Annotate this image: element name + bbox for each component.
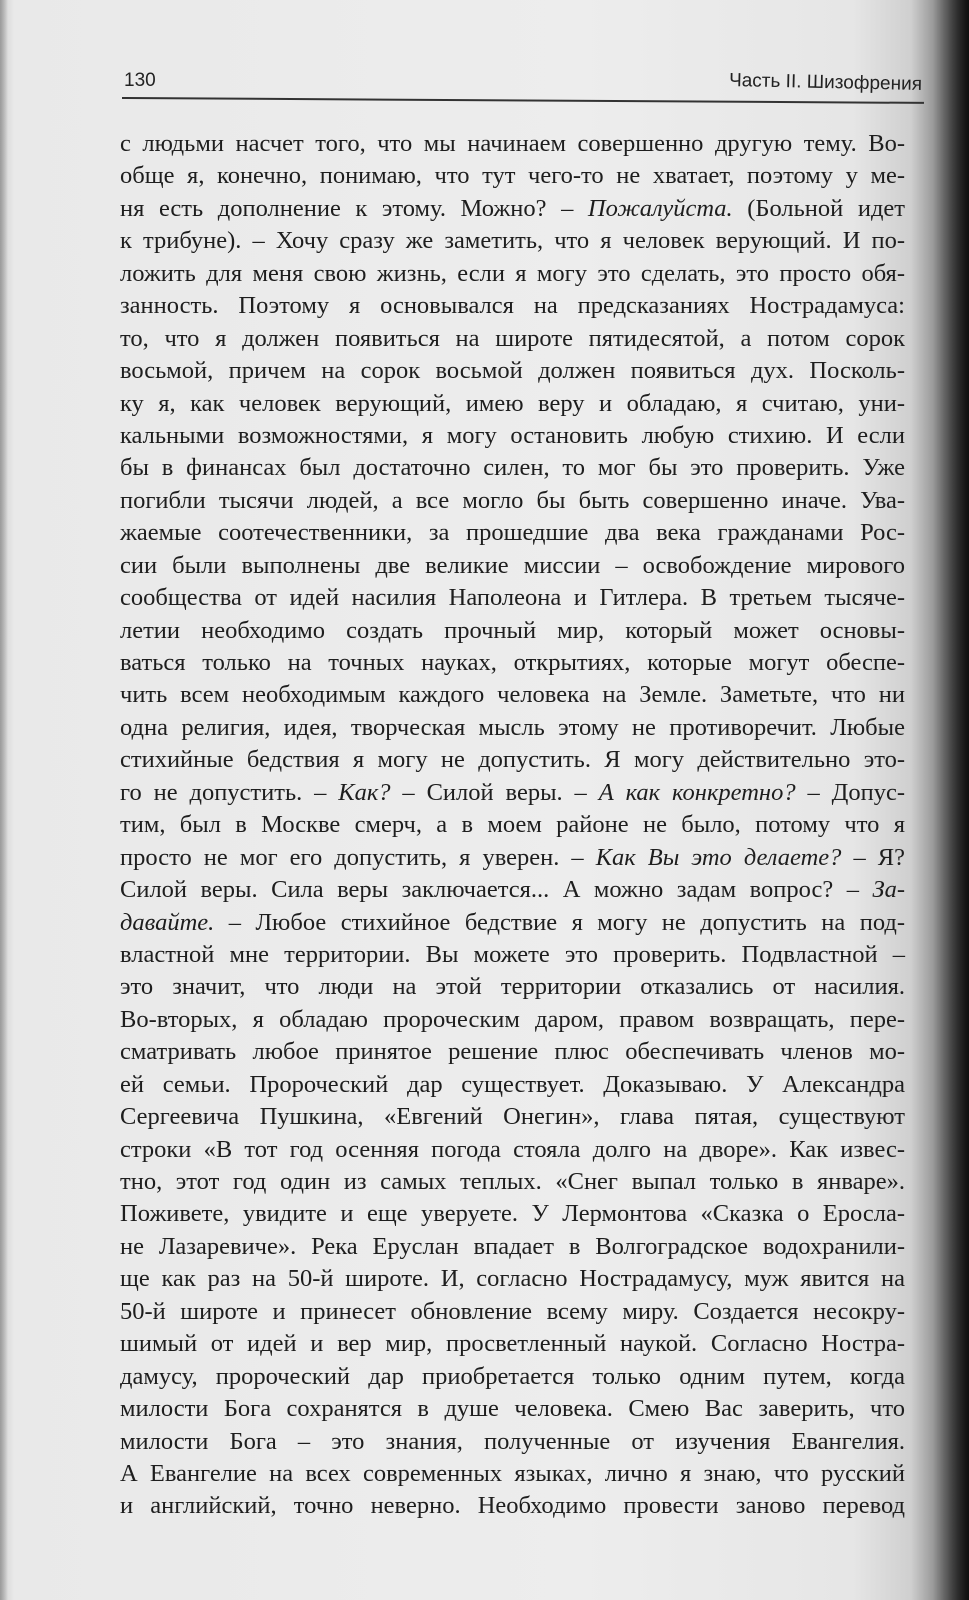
text-segment: – Я?: [841, 843, 905, 871]
text-line: [120, 615, 905, 647]
text-segment: бы в финансах был достаточно силен, то мог бы это проверить. Уже: [120, 454, 905, 482]
text-segment: шимый от идей и вер мир, просветленный наукой. Согласно Нострa-: [120, 1330, 905, 1358]
text-segment: Поживете, увидите и еще уверуете. У Лермонтова «Сказка о Еросла-: [120, 1200, 905, 1228]
page-header: [122, 64, 922, 100]
text-segment: не Лазаревиче». Река Еруслан впадает в Волгоградское водохранили-: [120, 1232, 905, 1260]
text-segment: сии были выполнены две великие миссии – освобождение мирового: [120, 551, 905, 579]
italic-text-segment: Как?: [338, 778, 391, 806]
text-segment: Сергеевича Пушкина, «Евгений Онегин», глава пятая, существуют: [120, 1103, 905, 1131]
text-segment: просто не мог его допустить, я уверен. –: [120, 843, 596, 871]
text-segment: ложить для меня свою жизнь, если я могу это сделать, это просто обя-: [120, 259, 905, 287]
text-line: [120, 939, 905, 971]
text-line: [120, 452, 905, 484]
text-segment: ня есть дополнение к этому. Можно? –: [120, 194, 588, 222]
text-line: [120, 128, 905, 160]
body-text: [120, 128, 905, 1523]
text-line: [120, 1231, 905, 1263]
text-line: [120, 712, 905, 744]
text-segment: Силой веры. Сила веры заключается... А можно задам вопрос? –: [120, 876, 873, 904]
text-line: [120, 907, 905, 939]
italic-text-segment: А как конкретно?: [598, 778, 796, 806]
text-line: [120, 485, 905, 517]
text-line: [120, 1004, 905, 1036]
text-line: [120, 679, 905, 711]
text-segment: восьмой, причем на сорок восьмой должен появиться дух. Посколь-: [120, 357, 905, 385]
text-line: [120, 1036, 905, 1068]
text-segment: погибли тысячи людей, а все могло бы быть совершенно иначе. Ува-: [120, 486, 905, 514]
text-segment: жаемые соотечественники, за прошедшие два века гражданами Рос-: [120, 519, 905, 547]
text-line: [120, 971, 905, 1003]
text-segment: Во-вторых, я обладаю пророческим даром, правом возвращать, пере-: [120, 1005, 905, 1033]
text-line: [120, 420, 905, 452]
text-line: [120, 193, 905, 225]
text-line: [120, 1101, 905, 1133]
text-line: [120, 160, 905, 192]
text-line: [120, 809, 905, 841]
text-line: [120, 582, 905, 614]
page-number: 130: [124, 70, 156, 91]
text-line: [120, 874, 905, 906]
text-line: [120, 777, 905, 809]
running-head: Часть II. Шизофрения: [728, 69, 923, 95]
text-line: [120, 1490, 905, 1522]
text-line: [120, 225, 905, 257]
book-spine-shadow: [933, 0, 969, 1600]
text-segment: летии необходимо создать прочный мир, который может основы-: [120, 616, 905, 644]
text-segment: чить всем необходимым каждого человека на Земле. Заметьте, что ни: [120, 681, 905, 709]
text-segment: тно, этот год один из самых теплых. «Снег выпал только в январе».: [120, 1168, 905, 1195]
text-segment: тим, был в Москве смерч, а в моем районе не было, потому что я: [120, 811, 905, 839]
text-segment: стихийные бедствия я могу не допустить. Я могу действительно это-: [120, 746, 905, 774]
text-line: [120, 388, 905, 420]
italic-text-segment: За-: [872, 876, 905, 904]
italic-text-segment: Как Вы это делаете?: [595, 843, 842, 871]
text-segment: с людьми насчет того, что мы начинаем совершенно другую тему. Во-: [120, 130, 905, 157]
text-line: [120, 1361, 905, 1393]
text-segment: строки «В тот год осенняя погода стояла долго на дворе». Как извес-: [120, 1135, 905, 1163]
page-left-edge: [0, 0, 8, 1600]
text-segment: (Больной идет: [732, 194, 906, 222]
text-segment: обще я, конечно, понимаю, что тут чего-то не хватает, поэтому у ме-: [120, 162, 905, 190]
text-segment: властной мне территории. Вы можете это проверить. Подвластной –: [120, 940, 905, 968]
text-line: [120, 258, 905, 290]
text-line: [120, 323, 905, 355]
text-segment: милости Бога сохранятся в душе человека. Смею Вас заверить, что: [120, 1395, 905, 1423]
text-line: [120, 517, 905, 549]
text-segment: к трибуне). – Хочу сразу же заметить, что я человек верующий. И по-: [120, 227, 905, 255]
text-segment: сматривать любое принятое решение плюс обеспечивать членов мо-: [120, 1038, 905, 1066]
text-segment: то, что я должен появиться на широте пятидесятой, а потом сорок: [120, 324, 905, 352]
text-line: [120, 1198, 905, 1230]
text-line: [120, 290, 905, 322]
text-segment: – Силой веры. –: [390, 778, 599, 806]
text-segment: сообщества от идей насилия Наполеона и Гитлера. В третьем тысяче-: [120, 584, 905, 612]
text-segment: А Евангелие на всех современных языках, лично я знаю, что русский: [120, 1459, 905, 1487]
text-line: [120, 550, 905, 582]
text-segment: кальными возможностями, я могу остановить любую стихию. И если: [120, 421, 905, 449]
text-segment: ку я, как человек верующий, имею веру и обладаю, я считаю, уни-: [120, 389, 905, 417]
text-segment: это значит, что люди на этой территории отказались от насилия.: [120, 973, 905, 1001]
italic-text-segment: Пожалуйста.: [587, 194, 733, 222]
text-line: [120, 1426, 905, 1458]
text-line: [120, 355, 905, 387]
text-line: [120, 647, 905, 679]
text-segment: ей семьи. Пророческий дар существует. Доказываю. У Александра: [120, 1070, 905, 1098]
text-segment: ваться только на точных науках, открытиях, которые могут обеспе-: [120, 649, 905, 676]
text-line: [120, 1296, 905, 1328]
text-segment: одна религия, идея, творческая мысль этому не противоречит. Любые: [120, 713, 905, 741]
text-line: [120, 1393, 905, 1425]
text-segment: ще как раз на 50-й широте. И, согласно Нострадамусу, муж явится на: [120, 1265, 905, 1293]
text-segment: – Допус-: [795, 778, 905, 806]
text-line: [120, 1069, 905, 1101]
text-line: [120, 744, 905, 776]
text-segment: занность. Поэтому я основывался на предсказаниях Нострадамуса:: [120, 292, 905, 320]
text-line: [120, 1263, 905, 1295]
text-line: [120, 842, 905, 874]
italic-text-segment: давайте.: [120, 908, 215, 936]
text-segment: и английский, точно неверно. Необходимо провести заново перевод: [120, 1492, 905, 1520]
text-segment: милости Бога – это знания, полученные от изучения Евангелия.: [120, 1427, 905, 1455]
text-segment: 50-й широте и принесет обновление всему миру. Создается несокру-: [120, 1297, 905, 1325]
text-segment: дамусу, пророческий дар приобретается только одним путем, когда: [120, 1362, 905, 1390]
text-line: [120, 1134, 905, 1166]
text-line: [120, 1458, 905, 1490]
text-line: [120, 1328, 905, 1360]
text-segment: го не допустить. –: [120, 778, 339, 806]
text-segment: – Любое стихийное бедствие я могу не допустить на под-: [214, 908, 905, 936]
text-line: [120, 1166, 905, 1198]
